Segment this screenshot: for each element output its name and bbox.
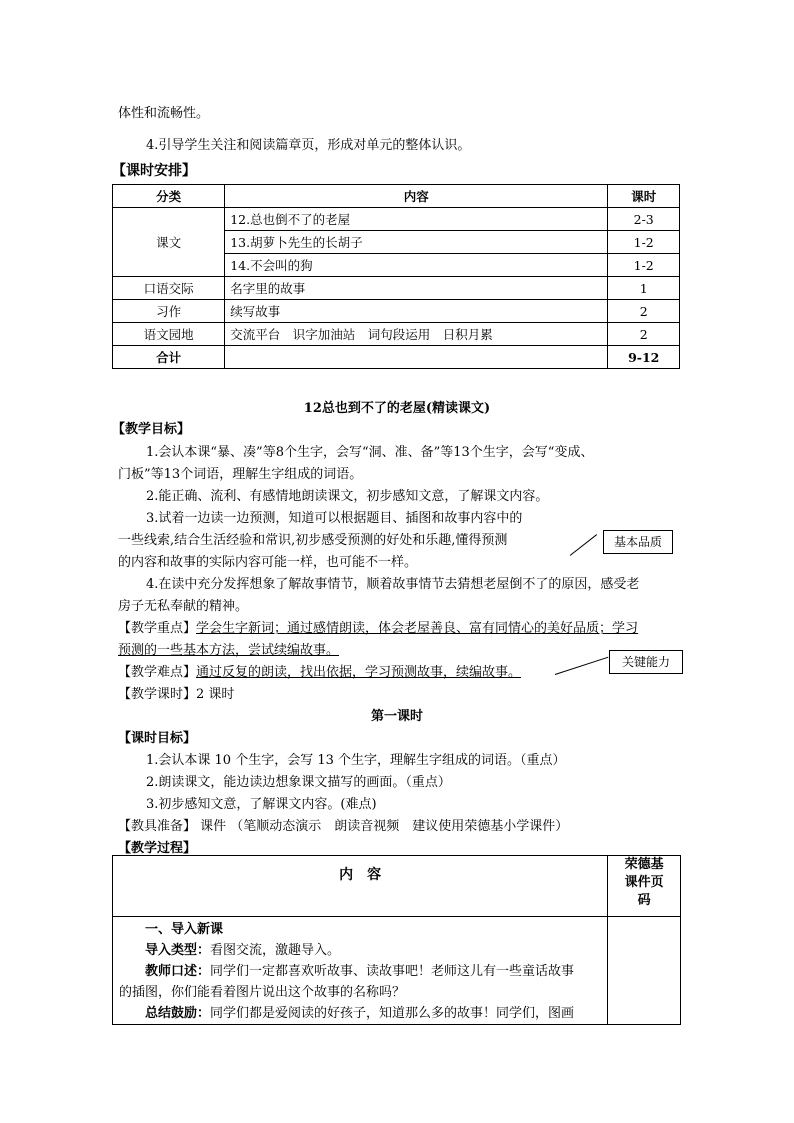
callout-quality: 基本品质: [603, 530, 673, 554]
lesson-title: 12总也到不了的老屋(精读课文): [303, 401, 491, 416]
row-hours: 2: [608, 323, 680, 346]
row-hours: 2: [608, 300, 680, 323]
process-type-text: 看图交流，激趣导入。: [210, 943, 341, 958]
callout-ability-leader: [555, 657, 609, 675]
lesson-goals-heading: 【课时目标】: [118, 731, 197, 746]
first-lesson-title: 第一课时: [370, 709, 423, 724]
row-category: 语文园地: [113, 323, 225, 346]
row-category: 习作: [113, 300, 225, 323]
table-row: [113, 208, 680, 231]
goal-3a: 3.试着一边读一边预测，知道可以根据题目、插图和故事内容中的: [146, 511, 523, 526]
process-summary: [119, 1003, 603, 1024]
goal-1b: 门板”等13个词语，理解生字组成的词语。: [118, 467, 363, 482]
schedule-heading: 【课时安排】: [112, 163, 196, 179]
table-row: [113, 300, 680, 323]
row-hours: 1: [608, 277, 680, 300]
process-table: [112, 855, 681, 1025]
callout-ability: 关键能力: [609, 650, 683, 674]
hours-line: 【教学课时】2 课时: [118, 687, 235, 702]
row-category: 课文: [113, 208, 225, 277]
row-content: 续写故事: [225, 300, 608, 323]
lesson-goal-3: 3.初步感知文意，了解课文内容。(难点): [146, 797, 377, 812]
row-hours: 1-2: [608, 254, 680, 277]
row-category: 口语交际: [113, 277, 225, 300]
process-heading: 【教学过程】: [118, 841, 197, 856]
key-points-line1: 学会生字新词；通过感情朗读，体会老屋善良、富有同情心的美好品质；学习: [196, 621, 639, 636]
difficulty-label: 【教学难点】: [118, 665, 197, 680]
process-section-title: 一、导入新课: [145, 922, 224, 937]
tools-line: 【教具准备】 课件 （笔顺动态演示 朗读音视频 建议使用荣德基小学课件）: [118, 819, 569, 834]
process-summary-text: 同学们都是爱阅读的好孩子，知道那么多的故事！同学们，图画: [210, 1006, 575, 1021]
process-type: [119, 940, 603, 961]
difficulty: [118, 661, 521, 680]
table-row: [113, 323, 680, 346]
header-content: 内容: [225, 185, 608, 208]
total-label: 合计: [113, 346, 225, 369]
goal-3b: 一些线索,结合生活经验和常识,初步感受预测的好处和乐趣,懂得预测: [118, 533, 508, 548]
process-teacher-text: 同学们一定都喜欢听故事、读故事吧！老师这儿有一些童话故事: [210, 964, 575, 979]
callout-quality-leader: [570, 534, 597, 556]
row-content: 13.胡萝卜先生的长胡子: [225, 231, 608, 254]
process-teacher: [119, 961, 603, 982]
process-header-page-line: 码: [637, 893, 651, 908]
schedule-table: [112, 184, 680, 369]
intro-line-1: 体性和流畅性。: [118, 106, 210, 121]
row-content: 名字里的故事: [225, 277, 608, 300]
row-content: 14.不会叫的狗: [225, 254, 608, 277]
table-total-row: [113, 346, 680, 369]
process-header-row: [113, 856, 681, 917]
goal-4b: 房子无私奉献的精神。: [118, 599, 249, 614]
goal-4a: 4.在读中充分发挥想象了解故事情节，顺着故事情节去猜想老屋倒不了的原因，感受老: [146, 577, 640, 592]
process-header-page-line: 课件页: [624, 875, 664, 890]
difficulty-text: 通过反复的朗读，找出依据，学习预测故事，续编故事。: [196, 665, 522, 680]
process-type-label: 导入类型：: [145, 943, 211, 958]
key-points-line2: 预测的一些基本方法，尝试续编故事。: [118, 643, 340, 658]
header-hours: 课时: [608, 185, 680, 208]
row-hours: 2-3: [608, 208, 680, 231]
goal-3c: 的内容和故事的实际内容可能一样，也可能不一样。: [118, 555, 418, 570]
process-teacher-label: 教师口述：: [145, 964, 211, 979]
lesson-goal-1: 1.会认本课 10 个生字，会写 13 个生字，理解生字组成的词语。（重点）: [146, 753, 566, 768]
key-points-label: 【教学重点】: [118, 621, 197, 636]
table-header-row: [113, 185, 680, 208]
goal-2: 2.能正确、流利、有感情地朗读课文，初步感知文意，了解课文内容。: [146, 489, 549, 504]
goal-1a: 1.会认本课“暴、凑”等8个生字，会写“洞、准、备”等13个生字，会写“变成、: [146, 445, 594, 460]
process-row: [113, 917, 681, 1025]
header-category: 分类: [113, 185, 225, 208]
row-content: 交流平台 识字加油站 词句段运用 日积月累: [225, 323, 608, 346]
row-hours: 1-2: [608, 231, 680, 254]
intro-line-2: 4.引导学生关注和阅读篇章页，形成对单元的整体认识。: [146, 138, 471, 153]
key-points: [118, 617, 638, 636]
row-content: 12.总也倒不了的老屋: [225, 208, 608, 231]
process-summary-label: 总结鼓励：: [145, 1006, 211, 1021]
table-row: [113, 277, 680, 300]
process-page-cell: [608, 917, 681, 1025]
process-content-cell: [113, 917, 608, 1025]
process-header-page-line: 荣德基: [624, 857, 664, 872]
lesson-goal-2: 2.朗读课文，能边读边想象课文描写的画面。（重点）: [146, 775, 451, 790]
process-teacher-cont: 的插图，你们能看着图片说出这个故事的名称吗？: [119, 985, 406, 1000]
process-header-content: 内 容: [113, 856, 608, 917]
goals-heading: 【教学目标】: [112, 422, 191, 437]
process-header-page: [608, 856, 681, 917]
total-content: [225, 346, 608, 369]
total-hours: 9-12: [608, 346, 680, 369]
